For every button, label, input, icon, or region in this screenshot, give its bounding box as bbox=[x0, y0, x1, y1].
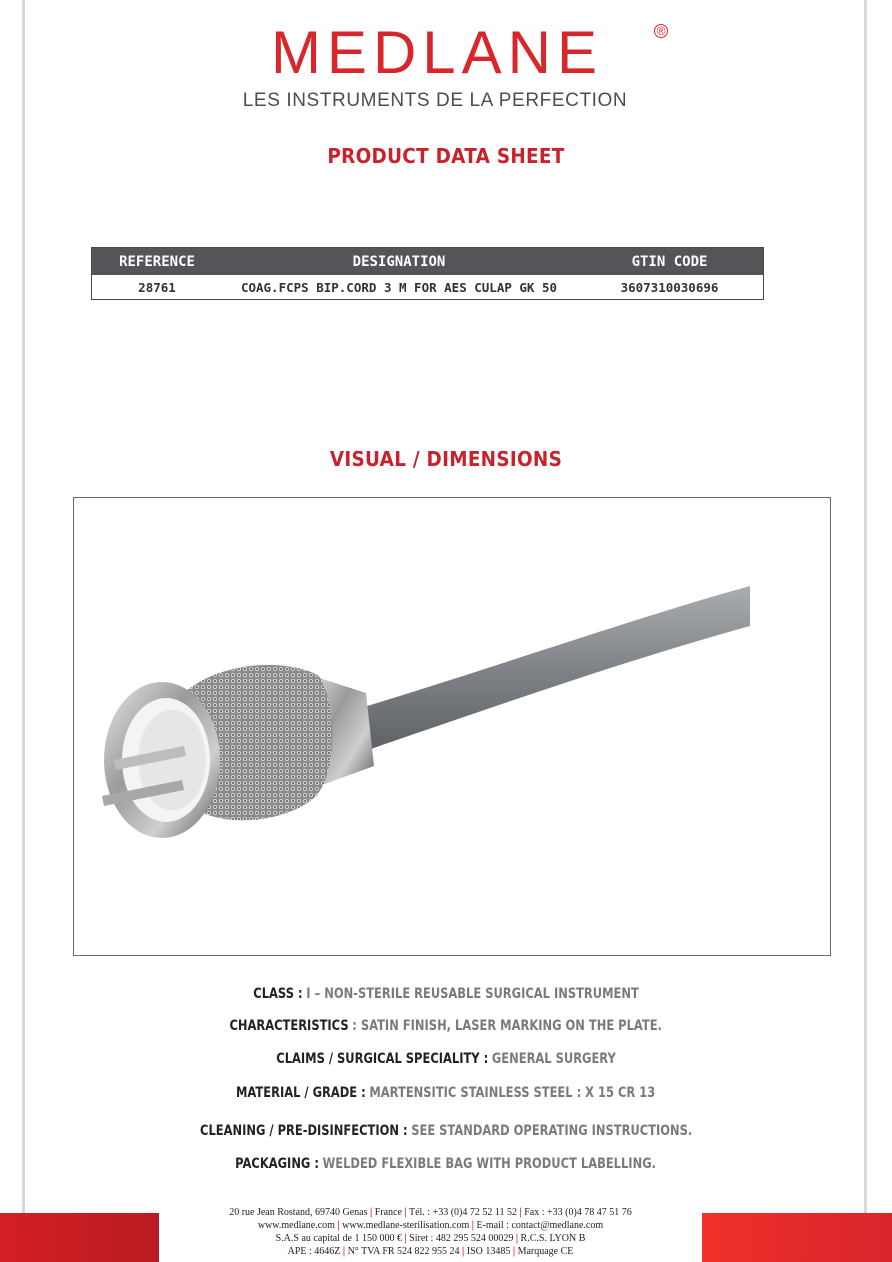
footer-country: France bbox=[374, 1207, 402, 1218]
registered-mark: ® bbox=[654, 24, 668, 38]
spec-label: CLAIMS / SURGICAL SPECIALITY : bbox=[276, 1051, 489, 1067]
spec-packaging bbox=[0, 1156, 892, 1172]
coaxial-connector-image bbox=[74, 498, 830, 955]
footer-line-address: 20 rue Jean Rostand, 69740 Genas | France | Tél. : +33 (0)4 72 52 11 52 | Fax : +33 (0)4 78 47 51 76 bbox=[229, 1207, 632, 1218]
spec-value: GENERAL SURGERY bbox=[491, 1051, 616, 1067]
cell-designation: COAG.FCPS BIP.CORD 3 M FOR AES CULAP GK 50 bbox=[240, 279, 558, 295]
spec-class bbox=[0, 986, 892, 1002]
footer-address: 20 rue Jean Rostand, 69740 Genas bbox=[229, 1207, 368, 1218]
medlane-logo bbox=[222, 19, 672, 86]
footer-sterilisation-link[interactable]: www.medlane-sterilisation.com bbox=[342, 1220, 470, 1231]
table-row bbox=[92, 275, 763, 299]
spec-value: SEE STANDARD OPERATING INSTRUCTIONS. bbox=[411, 1123, 693, 1139]
visual-dimensions-title: VISUAL / DIMENSIONS bbox=[329, 447, 563, 471]
product-data-sheet-title: PRODUCT DATA SHEET bbox=[327, 144, 565, 168]
footer-vat: N° TVA FR 524 822 955 24 bbox=[347, 1246, 460, 1257]
spec-value: MARTENSITIC STAINLESS STEEL : X 15 CR 13 bbox=[369, 1085, 656, 1101]
footer-accent-left bbox=[0, 1213, 159, 1262]
spec-value: WELDED FLEXIBLE BAG WITH PRODUCT LABELLING. bbox=[323, 1156, 657, 1172]
spec-characteristics bbox=[0, 1018, 892, 1034]
spec-value: : SATIN FINISH, LASER MARKING ON THE PLATE. bbox=[352, 1018, 663, 1034]
cell-reference: 28761 bbox=[138, 279, 176, 295]
header-designation: DESIGNATION bbox=[352, 253, 446, 270]
logo-wordmark: MEDLANE bbox=[270, 19, 604, 86]
footer-capital: S.A.S au capital de 1 150 000 € bbox=[275, 1233, 402, 1244]
cell-gtin-code: 3607310030696 bbox=[620, 279, 719, 295]
footer-iso: ISO 13485 bbox=[466, 1246, 511, 1257]
footer-rcs: R.C.S. LYON B bbox=[520, 1233, 586, 1244]
spec-label: PACKAGING : bbox=[235, 1156, 320, 1172]
footer-ape: APE : 4646Z bbox=[287, 1246, 341, 1257]
footer-email[interactable]: E-mail : contact@medlane.com bbox=[476, 1220, 604, 1231]
footer-line-legal: S.A.S au capital de 1 150 000 € | Siret : 482 295 524 00029 | R.C.S. LYON B bbox=[275, 1233, 586, 1244]
spec-label: MATERIAL / GRADE : bbox=[236, 1085, 367, 1101]
footer-line-web: www.medlane.com | www.medlane-sterilisation.com | E-mail : contact@medlane.com bbox=[257, 1220, 604, 1231]
spec-cleaning bbox=[0, 1123, 892, 1139]
spec-claims bbox=[0, 1051, 892, 1067]
header-gtin-code: GTIN CODE bbox=[631, 253, 708, 270]
footer-phone: Tél. : +33 (0)4 72 52 11 52 bbox=[408, 1207, 518, 1218]
table-header-row bbox=[92, 248, 763, 275]
brand-tagline: LES INSTRUMENTS DE LA PERFECTION bbox=[242, 90, 628, 111]
header-reference: REFERENCE bbox=[119, 253, 195, 270]
product-visual-frame bbox=[73, 497, 831, 956]
spec-label: CHARACTERISTICS bbox=[229, 1018, 349, 1034]
footer-siret: Siret : 482 295 524 00029 bbox=[409, 1233, 514, 1244]
footer-ce-marking: Marquage CE bbox=[517, 1246, 574, 1257]
reference-table bbox=[91, 247, 764, 300]
footer-line-certifications: APE : 4646Z | N° TVA FR 524 822 955 24 | ISO 13485 | Marquage CE bbox=[287, 1246, 574, 1257]
spec-material bbox=[0, 1085, 892, 1101]
footer-accent-right bbox=[702, 1213, 892, 1262]
company-footer bbox=[159, 1206, 702, 1258]
spec-label: CLASS : bbox=[253, 986, 303, 1002]
spec-label: CLEANING / PRE-DISINFECTION : bbox=[199, 1123, 408, 1139]
footer-website-link[interactable]: www.medlane.com bbox=[257, 1220, 335, 1231]
spec-value: I – NON-STERILE REUSABLE SURGICAL INSTRUMENT bbox=[306, 986, 639, 1002]
footer-fax: Fax : +33 (0)4 78 47 51 76 bbox=[524, 1207, 632, 1218]
